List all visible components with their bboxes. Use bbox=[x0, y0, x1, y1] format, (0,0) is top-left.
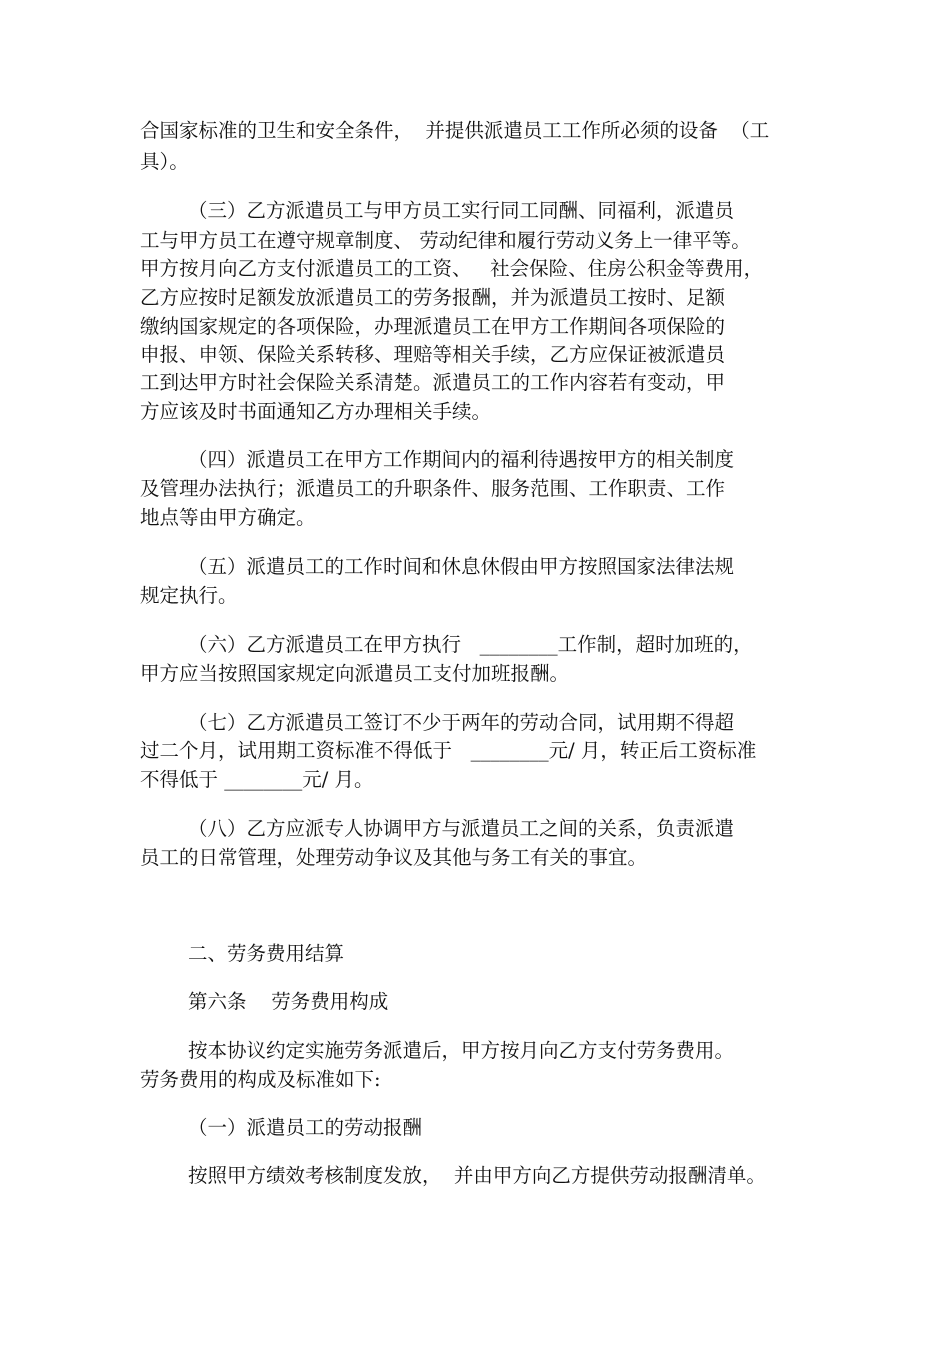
body-line: 按照甲方绩效考核制度发放， 并由甲方向乙方提供劳动报酬清单。 bbox=[188, 1164, 766, 1187]
clause-5-line: 规定执行。 bbox=[140, 584, 238, 607]
body-line: 劳务费用的构成及标准如下: bbox=[140, 1068, 381, 1091]
clause-6-line: （六）乙方派遣员工在甲方执行 ________工作制，超时加班的， bbox=[188, 633, 753, 656]
clause-3-line: 甲方按月向乙方支付派遣员工的工资、 社会保险、住房公积金等费用， bbox=[140, 257, 764, 280]
clause-7-line: （七）乙方派遣员工签订不少于两年的劳动合同，试用期不得超 bbox=[188, 711, 735, 734]
clause-4-line: 地点等由甲方确定。 bbox=[140, 506, 316, 529]
subitem-heading: （一）派遣员工的劳动报酬 bbox=[188, 1116, 423, 1139]
clause-3-line: 缴纳国家规定的各项保险，办理派遣员工在甲方工作期间各项保险的 bbox=[140, 315, 726, 338]
paragraph-line: 具）。 bbox=[140, 150, 189, 173]
clause-8-line: （八）乙方应派专人协调甲方与派遣员工之间的关系，负责派遣 bbox=[188, 817, 735, 840]
clause-4-line: （四）派遣员工在甲方工作期间内的福利待遇按甲方的相关制度 bbox=[188, 448, 735, 471]
clause-4-line: 及管理办法执行；派遣员工的升职条件、服务范围、工作职责、工作 bbox=[140, 477, 726, 500]
clause-3-line: （三）乙方派遣员工与甲方员工实行同工同酬、同福利，派遣员 bbox=[188, 199, 735, 222]
clause-3-line: 工到达甲方时社会保险关系清楚。派遣员工的工作内容若有变动，甲 bbox=[140, 371, 726, 394]
clause-5-line: （五）派遣员工的工作时间和休息休假由甲方按照国家法律法规 bbox=[188, 555, 735, 578]
clause-3-line: 申报、申领、保险关系转移、理赔等相关手续，乙方应保证被派遣员 bbox=[140, 343, 726, 366]
clause-3-line: 方应该及时书面通知乙方办理相关手续。 bbox=[140, 400, 492, 423]
clause-6-line: 甲方应当按照国家规定向派遣员工支付加班报酬。 bbox=[140, 662, 570, 685]
body-line: 按本协议约定实施劳务派遣后，甲方按月向乙方支付劳务费用。 bbox=[188, 1039, 735, 1062]
article-heading: 第六条 劳务费用构成 bbox=[188, 990, 389, 1013]
section-heading: 二、劳务费用结算 bbox=[188, 942, 345, 965]
paragraph-line: 合国家标准的卫生和安全条件， 并提供派遣员工工作所必须的设备 （工 bbox=[140, 119, 770, 142]
clause-7-line: 过二个月，试用期工资标准不得低于 ________元/ 月，转正后工资标准 bbox=[140, 739, 757, 762]
clause-7-line: 不得低于 ________元/ 月。 bbox=[140, 768, 374, 791]
clause-3-line: 乙方应按时足额发放派遣员工的劳务报酬，并为派遣员工按时、足额 bbox=[140, 286, 726, 309]
clause-8-line: 员工的日常管理，处理劳动争议及其他与务工有关的事宜。 bbox=[140, 846, 648, 869]
clause-3-line: 工与甲方员工在遵守规章制度、 劳动纪律和履行劳动义务上一律平等。 bbox=[140, 229, 751, 252]
